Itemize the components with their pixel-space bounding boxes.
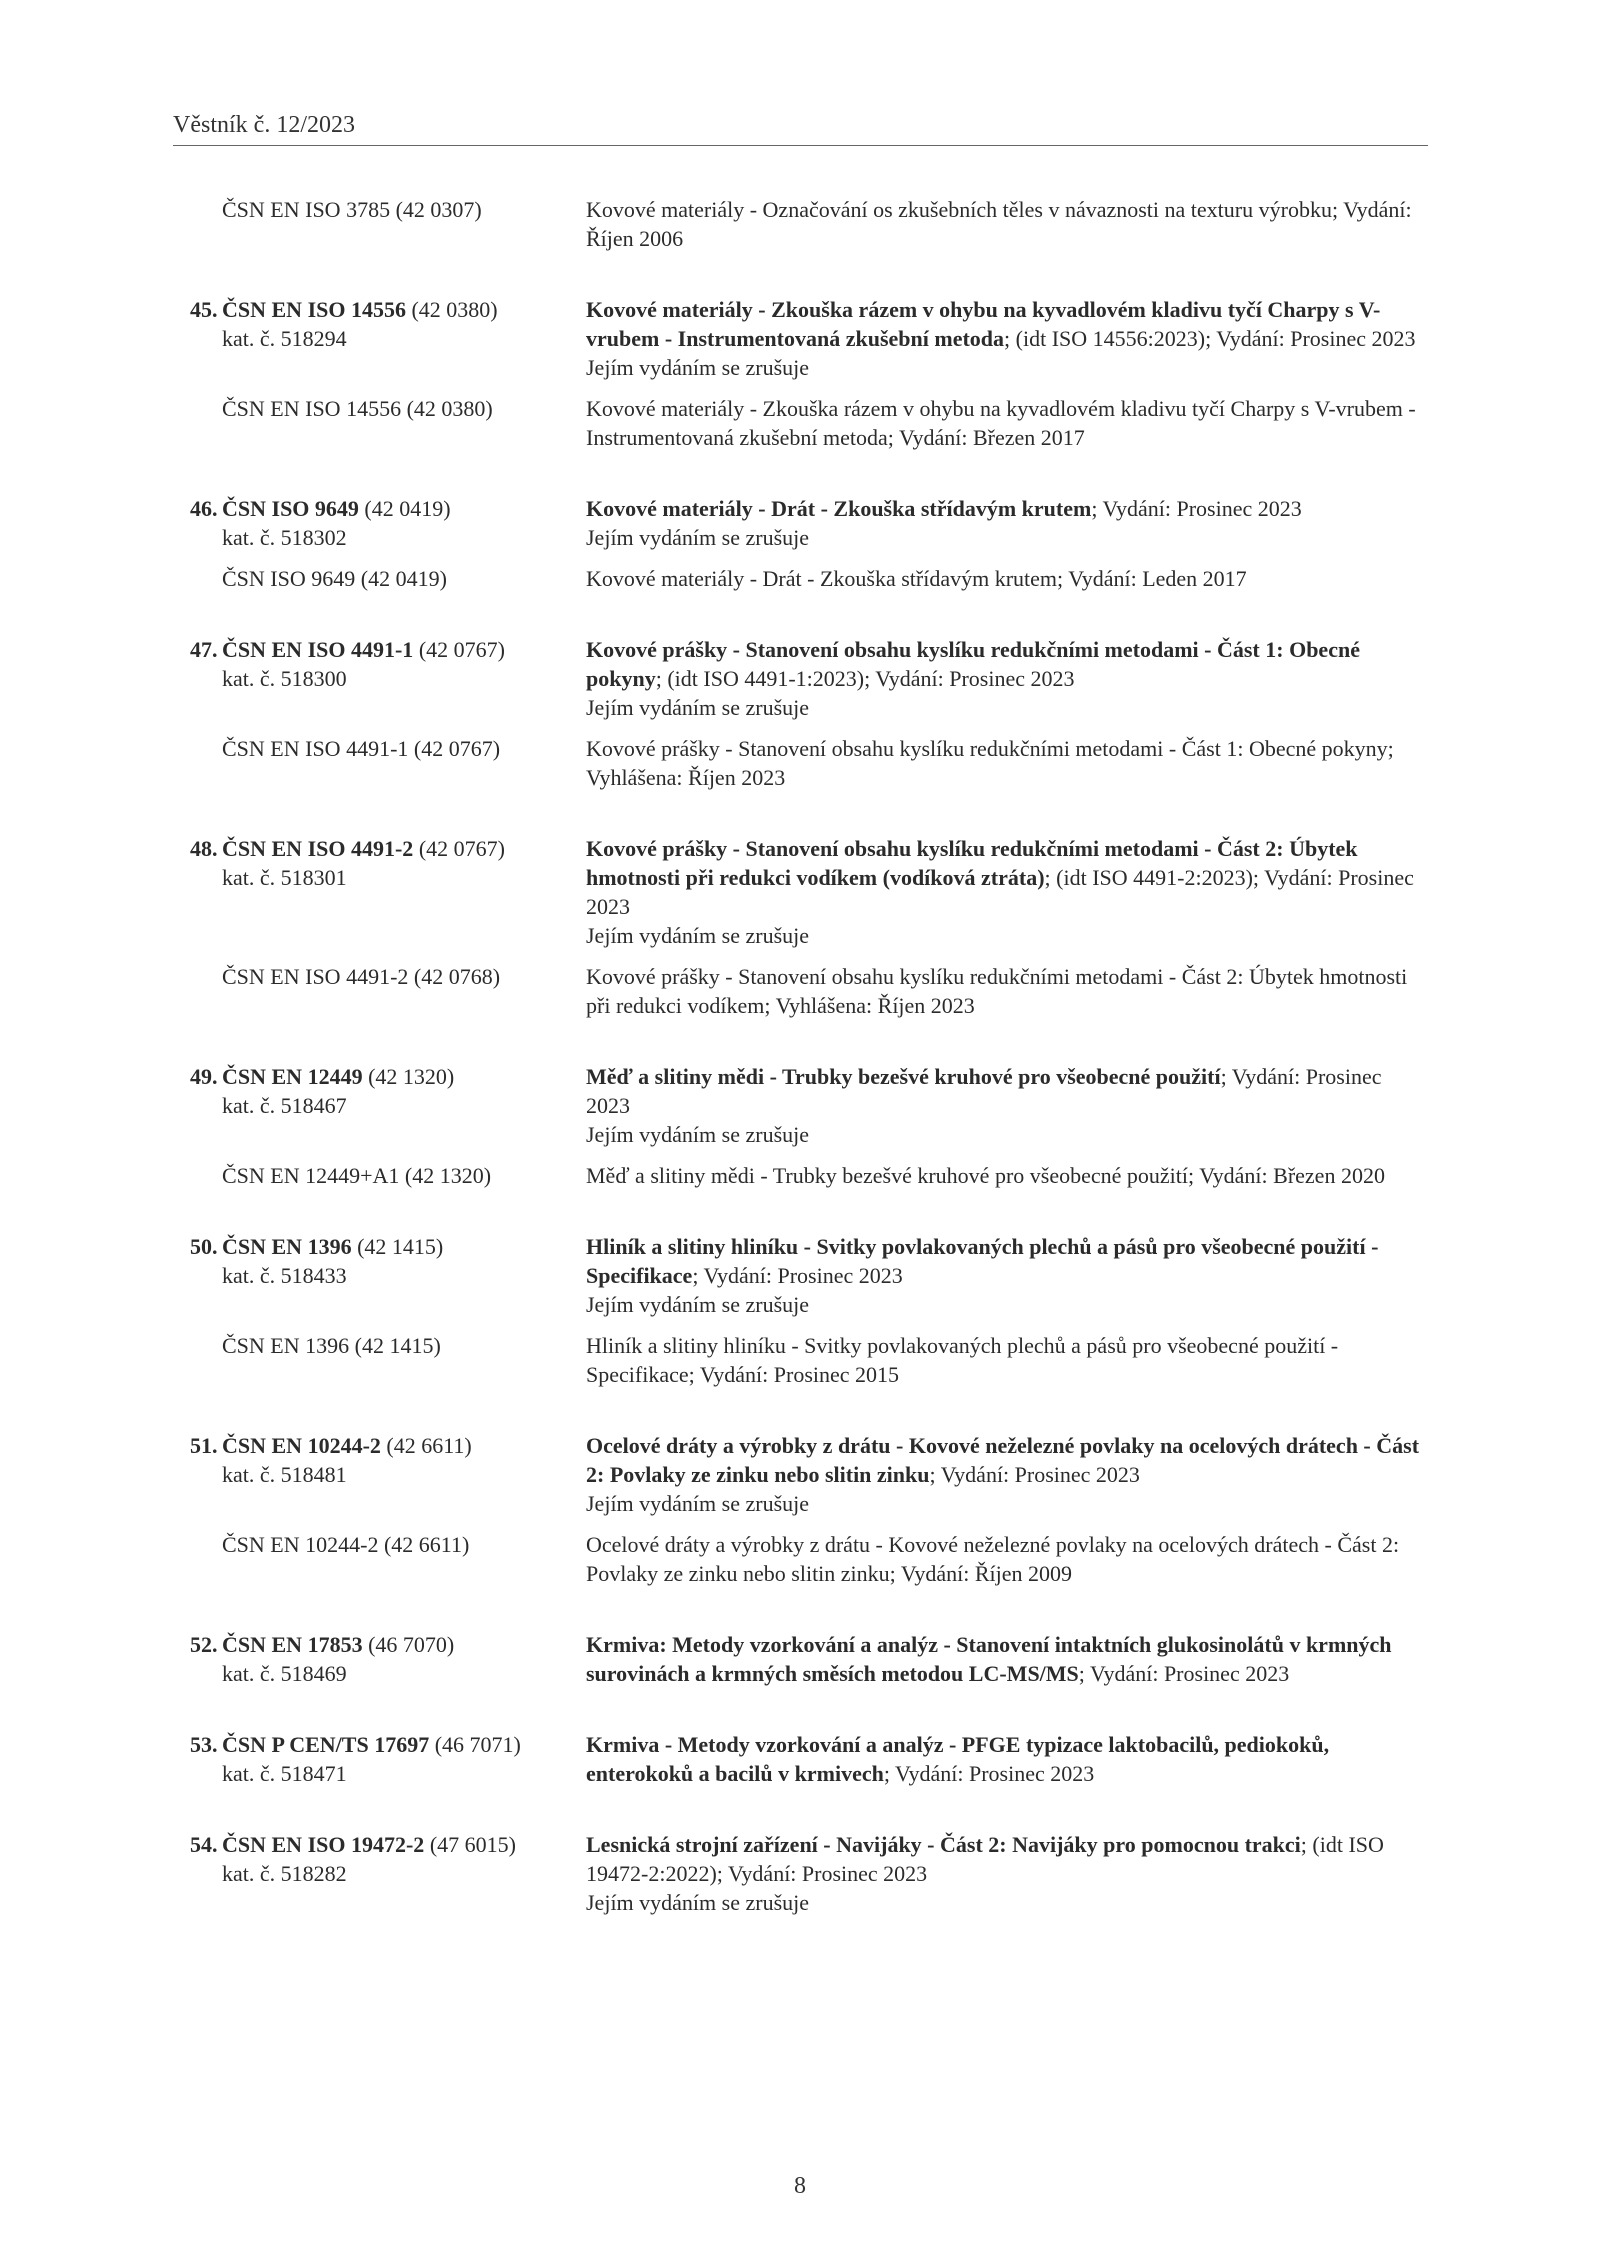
list-item: [173, 494, 1428, 593]
list-item: [173, 195, 1428, 253]
new-standard: [173, 1630, 1428, 1688]
standard-edition: ; (idt ISO 4491-1:2023); Vydání: Prosinec 2023: [655, 666, 1075, 691]
catalog-number: kat. č. 518467: [222, 1093, 347, 1118]
replaced-code: ČSN EN ISO 14556 (42 0380): [222, 396, 493, 421]
new-standard: [173, 1232, 1428, 1319]
standard-edition: ; Vydání: Prosinec 2023: [586, 1064, 1382, 1118]
standard-edition: ; Vydání: Prosinec 2023: [929, 1462, 1140, 1487]
replaced-code: ČSN ISO 9649 (42 0419): [222, 566, 447, 591]
replaced-text: Kovové materiály - Označování os zkušebních těles v návaznosti na texturu výrobku; Vydání: Říjen 2006: [586, 197, 1412, 251]
page-number: 8: [794, 2173, 806, 2199]
standard-class: (42 0767): [413, 836, 505, 861]
standard-edition: ; (idt ISO 19472-2:2022); Vydání: Prosinec 2023: [586, 1832, 1384, 1886]
replaced-standard: [173, 195, 1428, 253]
catalog-number: kat. č. 518469: [222, 1661, 347, 1686]
replaced-text: Ocelové dráty a výrobky z drátu - Kovové neželezné povlaky na ocelových drátech - Část 2: Povlaky ze zinku nebo slitin zinku; Vydání: Říjen 2009: [586, 1532, 1400, 1586]
standard-code: ČSN EN ISO 4491-2: [222, 836, 414, 861]
status-text: Jejím vydáním se zrušuje: [586, 1491, 810, 1516]
standard-class: (42 0419): [358, 496, 451, 521]
standard-code: ČSN ISO 9649: [222, 496, 359, 521]
replaced-standard: [173, 962, 1428, 1020]
standard-title: Kovové materiály - Zkouška rázem v ohybu na kyvadlovém kladivu tyčí Charpy s V-vrubem - Instrumentovaná zkušební metoda: [586, 297, 1381, 351]
replaced-code: ČSN EN ISO 3785 (42 0307): [222, 197, 482, 222]
list-item: [173, 1630, 1428, 1688]
list-item: [173, 295, 1428, 452]
standard-edition: ; Vydání: Prosinec 2023: [883, 1761, 1095, 1786]
catalog-number: kat. č. 518301: [222, 865, 347, 890]
entry-number: 51.: [190, 1433, 218, 1458]
entry-number: 48.: [190, 836, 218, 861]
new-standard: [173, 1730, 1428, 1788]
page-header: Věstník č. 12/2023: [173, 112, 355, 138]
replaced-text: Kovové materiály - Zkouška rázem v ohybu na kyvadlovém kladivu tyčí Charpy s V-vrubem - Instrumentovaná zkušební metoda; Vydání: Březen 2017: [586, 396, 1416, 450]
replaced-standard: [173, 1530, 1428, 1588]
standard-edition: ; Vydání: Prosinec 2023: [1078, 1661, 1290, 1686]
entry-number: 53.: [190, 1732, 218, 1757]
list-item: [173, 635, 1428, 792]
entry-number: 52.: [190, 1632, 218, 1657]
standard-title: Krmiva: Metody vzorkování a analýz - Stanovení intaktních glukosinolátů v krmných surovinách a krmných směsích metodou LC-MS/MS: [586, 1632, 1392, 1686]
standard-class: (42 0380): [405, 297, 498, 322]
standard-class: (47 6015): [424, 1832, 516, 1857]
new-standard: [173, 295, 1428, 382]
standard-class: (42 6611): [380, 1433, 472, 1458]
standard-title: Kovové prášky - Stanovení obsahu kyslíku redukčními metodami - Část 2: Úbytek hmotnosti při redukci vodíkem (vodíková ztráta): [586, 836, 1358, 890]
standard-title: Lesnická strojní zařízení - Navijáky - Část 2: Navijáky pro pomocnou trakci: [586, 1832, 1301, 1857]
status-text: Jejím vydáním se zrušuje: [586, 1122, 810, 1147]
new-standard: [173, 635, 1428, 722]
standard-title: Hliník a slitiny hliníku - Svitky povlakovaných plechů a pásů pro všeobecné použití - Specifikace: [586, 1234, 1379, 1288]
standard-code: ČSN EN 17853: [222, 1632, 363, 1657]
header-rule: [173, 145, 1428, 146]
standard-edition: ; (idt ISO 4491-2:2023); Vydání: Prosinec 2023: [586, 865, 1414, 919]
standard-code: ČSN EN 10244-2: [222, 1433, 381, 1458]
new-standard: [173, 494, 1428, 552]
list-item: [173, 1830, 1428, 1917]
standard-title: Kovové materiály - Drát - Zkouška střídavým krutem: [586, 496, 1092, 521]
standard-class: (46 7070): [362, 1632, 455, 1657]
standard-class: (42 1320): [362, 1064, 455, 1089]
replaced-text: Měď a slitiny mědi - Trubky bezešvé kruhové pro všeobecné použití; Vydání: Březen 2020: [586, 1163, 1385, 1188]
list-item: [173, 1232, 1428, 1389]
catalog-number: kat. č. 518471: [222, 1761, 347, 1786]
standard-code: ČSN EN ISO 14556: [222, 297, 406, 322]
standard-code: ČSN EN 1396: [222, 1234, 352, 1259]
standard-class: (42 0767): [413, 637, 505, 662]
replaced-code: ČSN EN ISO 4491-1 (42 0767): [222, 736, 501, 761]
status-text: Jejím vydáním se zrušuje: [586, 1292, 810, 1317]
status-text: Jejím vydáním se zrušuje: [586, 923, 810, 948]
standard-edition: ; Vydání: Prosinec 2023: [1091, 496, 1302, 521]
entry-number: 54.: [190, 1832, 218, 1857]
entry-number: 46.: [190, 496, 218, 521]
standard-edition: ; Vydání: Prosinec 2023: [692, 1263, 903, 1288]
standards-list: [173, 195, 1428, 1959]
list-item: [173, 1730, 1428, 1788]
entry-number: 49.: [190, 1064, 218, 1089]
catalog-number: kat. č. 518481: [222, 1462, 347, 1487]
replaced-text: Kovové prášky - Stanovení obsahu kyslíku redukčními metodami - Část 2: Úbytek hmotnosti při redukci vodíkem; Vyhlášena: Říjen 2023: [586, 964, 1408, 1018]
status-text: Jejím vydáním se zrušuje: [586, 525, 810, 550]
catalog-number: kat. č. 518294: [222, 326, 347, 351]
new-standard: [173, 1830, 1428, 1917]
standard-edition: ; (idt ISO 14556:2023); Vydání: Prosinec 2023: [1004, 326, 1416, 351]
replaced-text: Kovové prášky - Stanovení obsahu kyslíku redukčními metodami - Část 1: Obecné pokyny; Vyhlášena: Říjen 2023: [586, 736, 1394, 790]
replaced-code: ČSN EN ISO 4491-2 (42 0768): [222, 964, 501, 989]
standard-title: Měď a slitiny mědi - Trubky bezešvé kruhové pro všeobecné použití: [586, 1064, 1221, 1089]
standard-class: (42 1415): [351, 1234, 444, 1259]
list-item: [173, 1062, 1428, 1190]
list-item: [173, 1431, 1428, 1588]
status-text: Jejím vydáním se zrušuje: [586, 1890, 810, 1915]
catalog-number: kat. č. 518433: [222, 1263, 347, 1288]
standard-class: (46 7071): [429, 1732, 521, 1757]
standard-title: Ocelové dráty a výrobky z drátu - Kovové neželezné povlaky na ocelových drátech - Část 2: Povlaky ze zinku nebo slitin zinku: [586, 1433, 1420, 1487]
new-standard: [173, 1062, 1428, 1149]
catalog-number: kat. č. 518300: [222, 666, 347, 691]
entry-number: 50.: [190, 1234, 218, 1259]
standard-code: ČSN EN ISO 19472-2: [222, 1832, 425, 1857]
replaced-code: ČSN EN 10244-2 (42 6611): [222, 1532, 470, 1557]
standard-code: ČSN P CEN/TS 17697: [222, 1732, 430, 1757]
replaced-code: ČSN EN 12449+A1 (42 1320): [222, 1163, 492, 1188]
catalog-number: kat. č. 518302: [222, 525, 347, 550]
entry-number: 45.: [190, 297, 218, 322]
replaced-standard: [173, 734, 1428, 792]
catalog-number: kat. č. 518282: [222, 1861, 347, 1886]
replaced-standard: [173, 1161, 1428, 1190]
replaced-standard: [173, 564, 1428, 593]
list-item: [173, 834, 1428, 1020]
status-text: Jejím vydáním se zrušuje: [586, 355, 810, 380]
replaced-text: Hliník a slitiny hliníku - Svitky povlakovaných plechů a pásů pro všeobecné použití - Specifikace; Vydání: Prosinec 2015: [586, 1333, 1339, 1387]
new-standard: [173, 834, 1428, 950]
standard-code: ČSN EN ISO 4491-1: [222, 637, 414, 662]
standard-title: Kovové prášky - Stanovení obsahu kyslíku redukčními metodami - Část 1: Obecné pokyny: [586, 637, 1360, 691]
status-text: Jejím vydáním se zrušuje: [586, 695, 810, 720]
entry-number: 47.: [190, 637, 218, 662]
replaced-standard: [173, 394, 1428, 452]
replaced-text: Kovové materiály - Drát - Zkouška střídavým krutem; Vydání: Leden 2017: [586, 566, 1247, 591]
new-standard: [173, 1431, 1428, 1518]
replaced-code: ČSN EN 1396 (42 1415): [222, 1333, 441, 1358]
replaced-standard: [173, 1331, 1428, 1389]
standard-title: Krmiva - Metody vzorkování a analýz - PFGE typizace laktobacilů, pediokoků, enterokoků a bacilů v krmivech: [586, 1732, 1330, 1786]
standard-code: ČSN EN 12449: [222, 1064, 363, 1089]
